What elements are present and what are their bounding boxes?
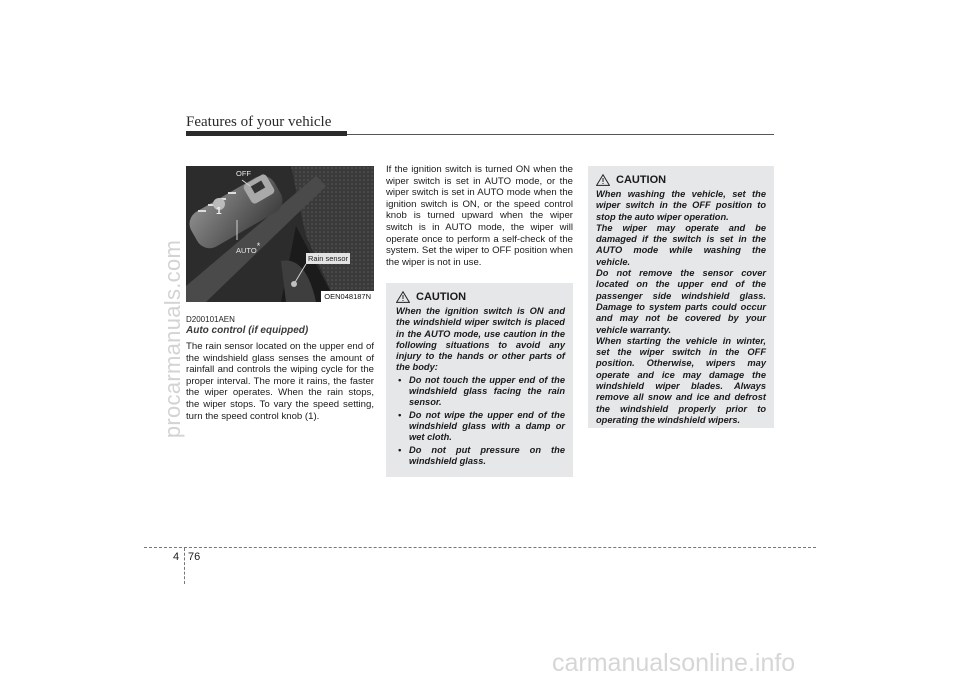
caution-item: • Do not touch the upper end of the windshield glass facing the rain sensor. [396,375,565,409]
caution-title: CAUTION [416,291,467,303]
page-header-title: Features of your vehicle [186,114,332,130]
header-rule-dark [186,131,347,136]
label-knob-number: 1 [216,206,222,217]
header-rule-thin [347,134,774,135]
watermark-left: procarmanuals.com [160,239,185,439]
label-auto: AUTO* [236,241,261,255]
footer-rule [144,547,816,548]
footer-divider [184,548,185,584]
caution-box-rain-sensor [386,283,573,477]
self-check-paragraph: If the ignition switch is turned ON when the wiper switch is set in AUTO mode, or the wiper switch is set in AUTO mode when the ignition switch is ON, or the speed control knob is turned upward when the wiper switch is in AUTO mode, the wiper will operate once to perform a self-check of the system. Set the wiper to OFF position when the wiper is not in use. [386,164,573,268]
caution-list [396,375,565,467]
label-off: OFF [236,169,251,178]
doc-code: D200101AEN [186,315,235,324]
caution-paragraph: When washing the vehicle, set the wiper switch in the OFF position to stop the auto wiper operation. [596,189,766,222]
warning-triangle-icon [396,291,410,303]
caution-heading [396,291,565,303]
figure-image-code: OEN048187N [321,291,374,302]
caution-title: CAUTION [616,174,667,186]
caution-item: • Do not wipe the upper end of the windshield glass with a damp or wet cloth. [396,410,565,444]
section-number: 4 [173,551,180,563]
section-heading: Auto control (if equipped) [186,325,309,336]
auto-control-paragraph: The rain sensor located on the upper end of the windshield glass senses the amount of rainfall and controls the wiping cycle for the proper interval. The more it rains, the faster the wiper operates. When the rain stops, the wiper stops. To vary the speed setting, turn the speed control knob (1). [186,341,374,422]
page-number: 76 [188,551,201,563]
caution-paragraph: When starting the vehicle in winter, set the wiper switch in the OFF position. Otherwise, wipers may operate and ice may damage the windshield wiper blades. Always remove all snow and ice and defrost the windshield properly prior to operating the windshield wipers. [596,335,766,425]
wiper-stalk-drawing [186,166,374,302]
caution-box-washing [588,166,774,428]
warning-triangle-icon [596,174,610,186]
watermark-bottom: carmanualsonline.info [552,649,796,677]
label-rain-sensor: Rain sensor [308,254,349,263]
wiper-switch-illustration [186,166,374,302]
caution-heading [596,174,766,186]
caution-intro: When the ignition switch is ON and the windshield wiper switch is placed in the AUTO mode, use caution in the following situations to avoid any injury to the hands or other parts of the body: [396,306,565,373]
caution-paragraph: Do not remove the sensor cover located on the upper end of the passenger side windshield glass. Damage to system parts could occur and may not be covered by your vehicle warranty. [596,268,766,335]
caution-item: • Do not put pressure on the windshield glass. [396,445,565,468]
caution-paragraph: The wiper may operate and be damaged if the switch is set in the AUTO mode while washing the vehicle. [596,222,766,267]
